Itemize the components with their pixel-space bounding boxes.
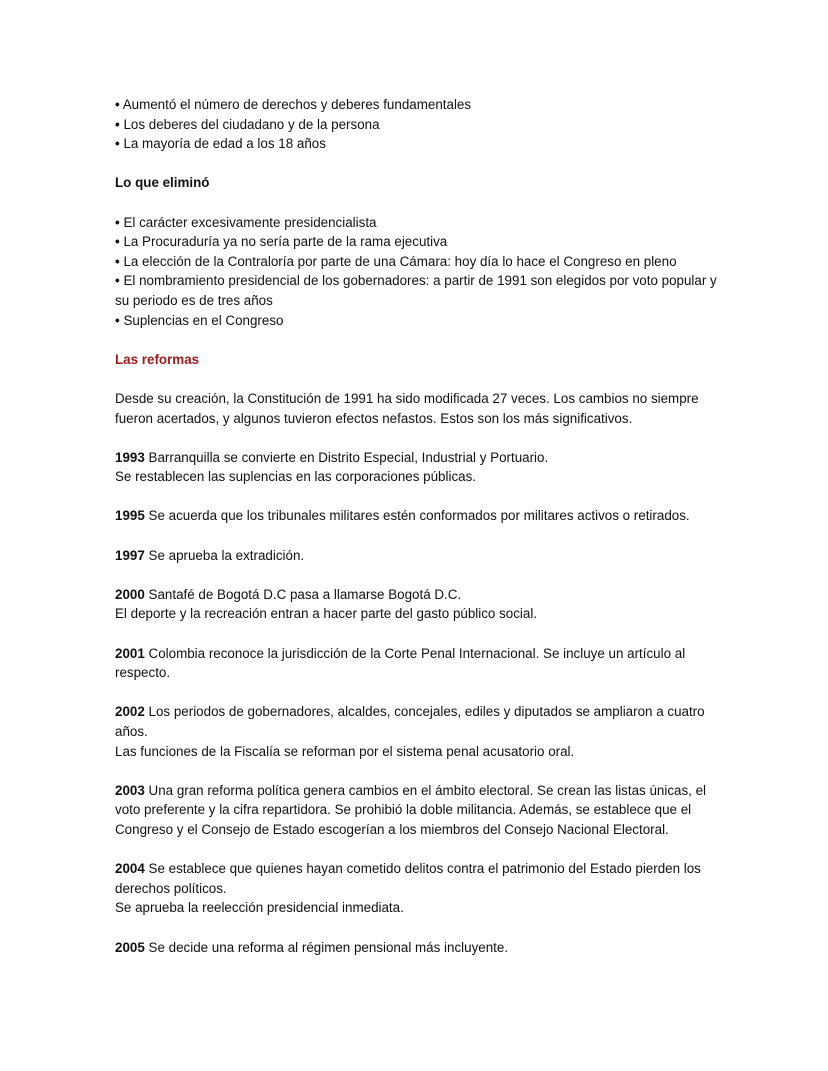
reforms-heading: Las reformas [115,351,200,367]
removed-bullet-list [115,213,725,331]
reform-text: Se decide una reforma al régimen pensional más incluyente. [148,939,509,955]
reform-year: 2004 [115,861,145,877]
reform-entry [115,506,725,526]
reform-text: Se acuerda que los tribunales militares estén conformados por militares activos o retirados. [148,508,690,524]
reform-entry [115,859,725,898]
reforms-intro: Desde su creación, la Constitución de 1991 ha sido modificada 27 veces. Los cambios no siempre fueron acertados, y algunos tuvieron efectos nefastos. Estos son los más significativos. [115,390,699,426]
reform-extra: Se aprueba la reelección presidencial inmediata. [115,900,404,916]
reform-year: 2000 [115,586,145,602]
reform-year: 2003 [115,782,145,798]
reform-year: 2002 [115,704,145,720]
intro-bullet-list [115,95,725,154]
reform-text: Se establece que quienes hayan cometido delitos contra el patrimonio del Estado pierden los derechos políticos. [115,861,701,896]
bullet-icon: • [115,312,120,328]
reform-text: Una gran reforma política genera cambios en el ámbito electoral. Se crean las listas únicas, el voto preferente y la cifra repartidora. Se prohibió la doble militancia. Además, se establece que el Congreso y el Consejo de Estado escogerían a los miembros del Consejo Nacional Electoral. [115,782,707,837]
removed-heading: Lo que eliminó [115,175,210,191]
list-item: • La elección de la Contraloría por parte de una Cámara: hoy día lo hace el Congreso en pleno [115,253,677,269]
reform-entry [115,546,725,566]
list-item: • La mayoría de edad a los 18 años [115,136,326,152]
bullet-icon: • [115,136,120,152]
reform-entry [115,585,725,605]
reform-year: 1995 [115,508,145,524]
bullet-icon: • [115,97,120,112]
reform-entry [115,644,725,683]
list-item: • La Procuraduría ya no sería parte de la rama ejecutiva [115,234,448,250]
reform-entry [115,781,725,840]
reform-entry [115,448,725,468]
reform-text: Santafé de Bogotá D.C pasa a llamarse Bogotá D.C. [148,586,462,602]
reform-year: 1993 [115,449,145,465]
reform-entry [115,938,725,958]
reform-text: Colombia reconoce la jurisdicción de la Corte Penal Internacional. Se incluye un artículo al respecto. [115,645,686,681]
document-content [115,95,725,957]
bullet-icon: • [115,253,120,269]
list-item: • El nombramiento presidencial de los gobernadores: a partir de 1991 son elegidos por voto popular y su periodo es de tres años [115,273,717,308]
bullet-icon: • [115,214,120,230]
reform-year: 2001 [115,645,145,661]
reform-year: 1997 [115,547,145,563]
list-item: • Los deberes del ciudadano y de la persona [115,116,380,132]
reform-entry [115,702,725,741]
reform-year: 2005 [115,939,145,955]
bullet-icon: • [115,273,120,289]
list-item: • Aumentó el número de derechos y deberes fundamentales [115,97,472,112]
list-item: • El carácter excesivamente presidencialista [115,214,377,230]
reform-extra: Las funciones de la Fiscalía se reforman por el sistema penal acusatorio oral. [115,743,575,759]
bullet-icon: • [115,234,120,250]
reform-text: Barranquilla se convierte en Distrito Especial, Industrial y Portuario. [148,449,549,465]
reform-extra: Se restablecen las suplencias en las corporaciones públicas. [115,469,477,485]
bullet-icon: • [115,116,120,132]
reform-text: Los periodos de gobernadores, alcaldes, concejales, ediles y diputados se ampliaron a cuatro años. [115,704,705,739]
reform-text: Se aprueba la extradición. [148,547,305,563]
list-item: • Suplencias en el Congreso [115,312,284,328]
reform-extra: El deporte y la recreación entran a hacer parte del gasto público social. [115,606,538,622]
